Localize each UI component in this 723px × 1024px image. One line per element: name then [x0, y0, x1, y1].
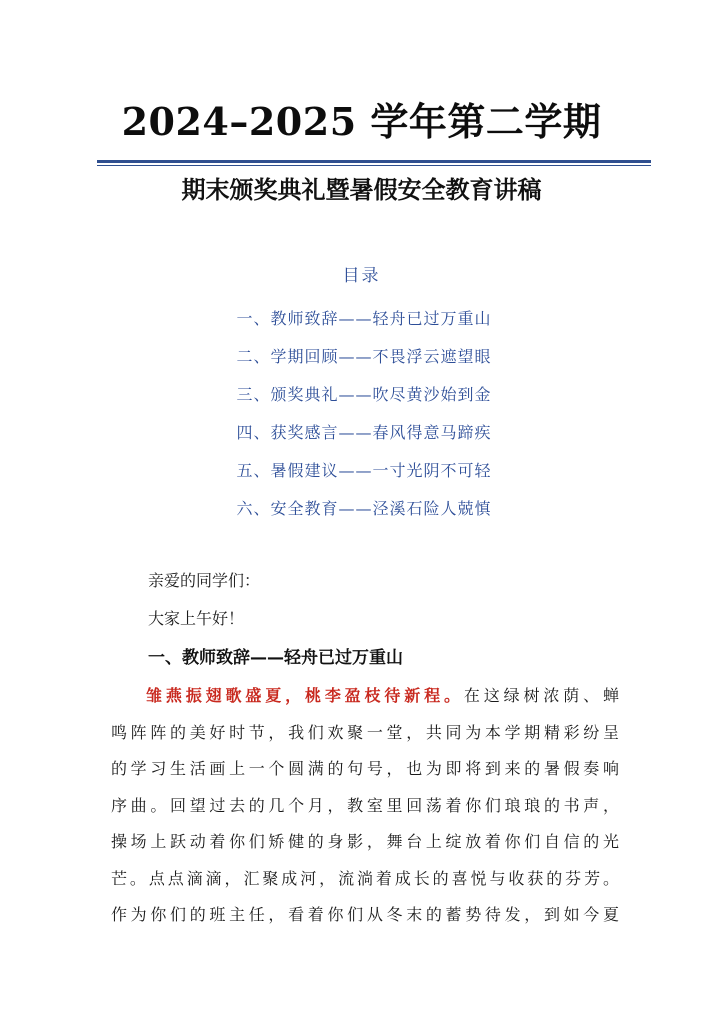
greeting-hello: 大家上午好！ [148, 609, 245, 628]
paragraph-line: 鸣阵阵的美好时节，我们欢聚一堂，共同为本学期精彩纷呈 [111, 722, 619, 742]
toc-item: 二、学期回顾——不畏浮云遮望眼 [236, 347, 492, 366]
paragraph-line: 操场上跃动着你们矫健的身影，舞台上绽放着你们自信的光 [111, 832, 619, 851]
paragraph-line: 的学习生活画上一个圆满的句号，也为即将到来的暑假奏响 [111, 759, 619, 778]
paragraph-line: 序曲。回望过去的几个月，教室里回荡着你们琅琅的书声， [111, 795, 619, 815]
paragraph-line-text: 在这绿树浓荫、蝉 [463, 686, 619, 705]
document-subtitle: 期末颁奖典礼暨暑假安全教育讲稿 [181, 175, 542, 204]
greeting-salutation: 亲爱的同学们： [148, 571, 261, 590]
toc-item: 五、暑假建议——一寸光阴不可轻 [236, 461, 492, 480]
section-heading: 一、教师致辞——轻舟已过万重山 [148, 648, 403, 668]
paragraph-line: 作为你们的班主任，看着你们从冬末的蓄势待发，到如今夏 [111, 905, 619, 924]
toc-item: 六、安全教育——泾溪石险人兢慎 [236, 499, 492, 518]
toc-item: 三、颁奖典礼——吹尽黄沙始到金 [236, 385, 492, 404]
paragraph-line: 芒。点点滴滴，汇聚成河，流淌着成长的喜悦与收获的芬芳。 [111, 868, 619, 888]
table-of-contents [204, 300, 524, 528]
toc-item: 四、获奖感言——春风得意马蹄疾 [236, 423, 492, 442]
title-divider [97, 160, 651, 166]
toc-item: 一、教师致辞——轻舟已过万重山 [236, 309, 492, 328]
toc-heading: 目录 [342, 266, 381, 286]
highlight-phrase: 雏燕振翅歌盛夏，桃李盈枝待新程。 [146, 686, 464, 705]
body-paragraph [111, 678, 619, 934]
document-title: 2024–2025 学年第二学期 [121, 99, 602, 144]
paragraph-line [111, 678, 619, 715]
